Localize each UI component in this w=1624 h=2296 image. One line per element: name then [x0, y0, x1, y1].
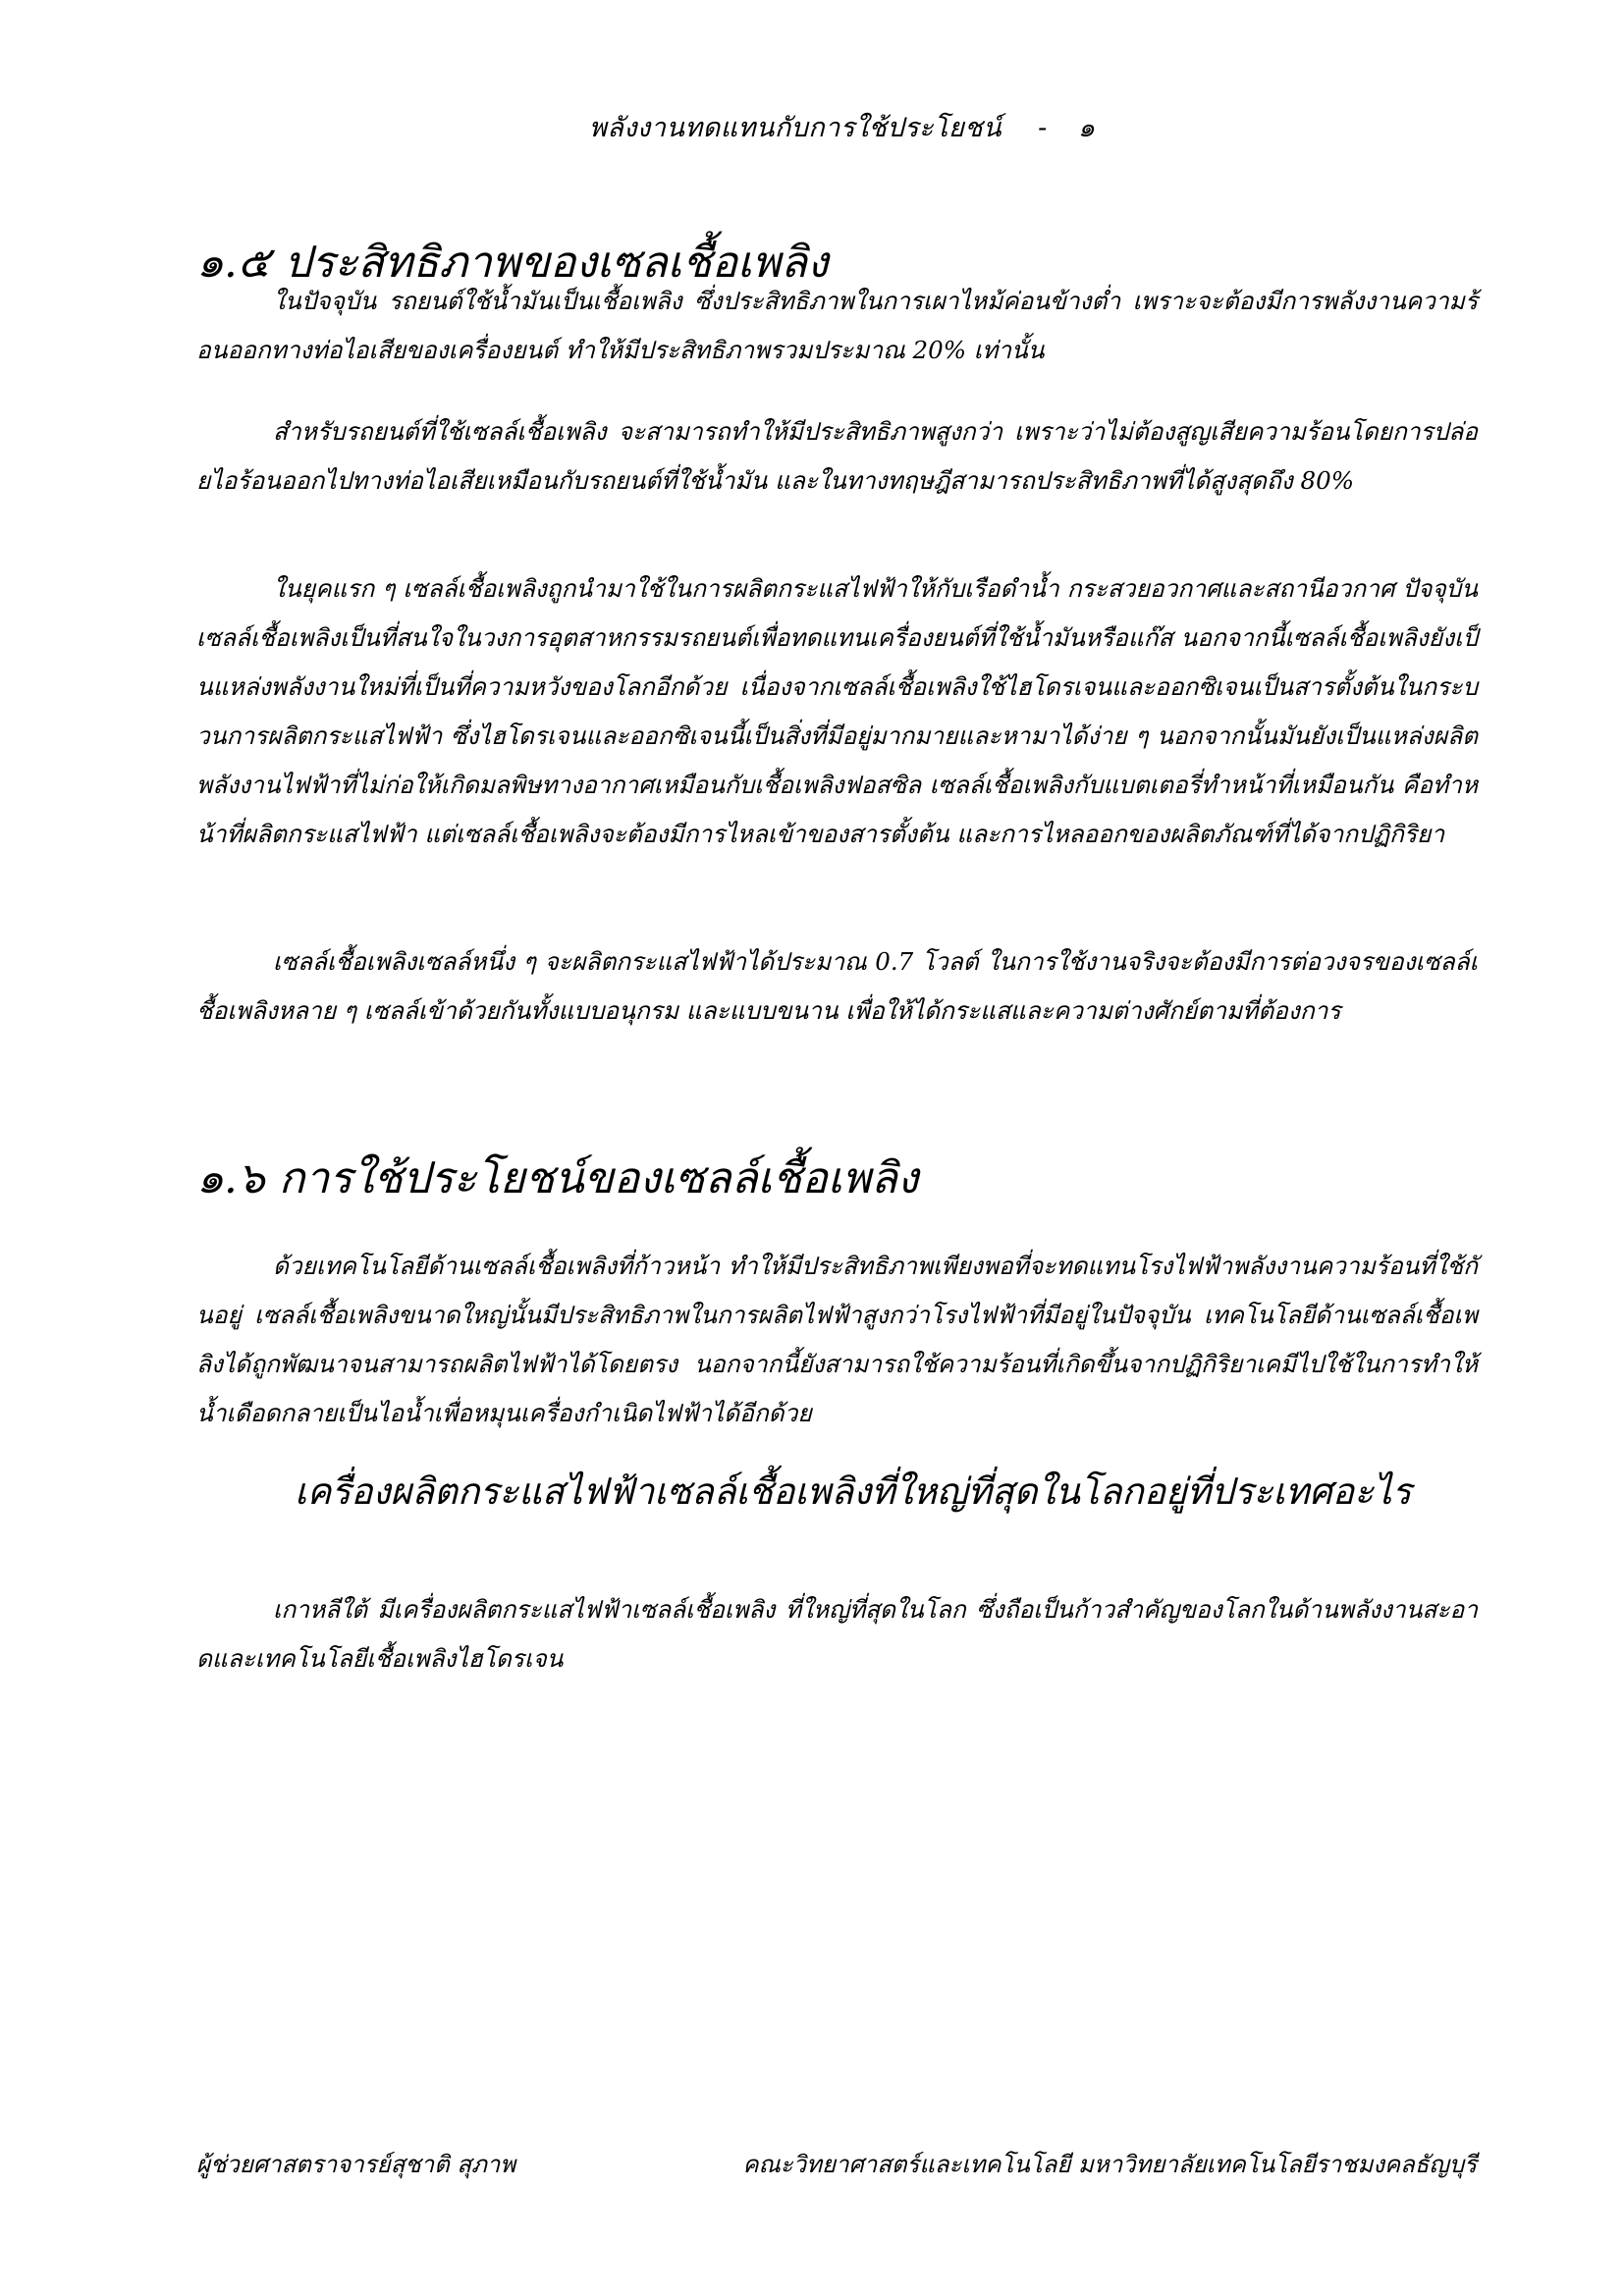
- running-title: พลังงานทดแทนกับการใช้ประโยชน์: [589, 113, 1002, 143]
- section-5-heading: ๑.๕ ประสิทธิภาพของเซลเชื้อเพลิง: [196, 238, 829, 288]
- footer-author: ผู้ช่วยศาสตราจารย์สุชาติ สุภาพ: [196, 2151, 516, 2178]
- running-header: [589, 106, 1100, 148]
- page-number: ๑: [1077, 113, 1096, 143]
- section-5-paragraph-1: ในปัจจุบัน รถยนต์ใช้น้ำมันเป็นเชื้อเพลิง ซึ่งประสิทธิภาพในการเผาไหม้ค่อนข้างต่ำ เพราะจะต้องมีการพลังงานความร้อนออกทางท่อไอเสียของเครื่องยนต์ ทำให้มีประสิทธิภาพรวมประมาณ 20% เท่านั้น: [196, 287, 1478, 364]
- section-5-paragraph-4: เซลล์เชื้อเพลิงเซลล์หนึ่ง ๆ จะผลิตกระแสไฟฟ้าได้ประมาณ 0.7 โวลต์ ในการใช้งานจริงจะต้องมีการต่อวงจรของเซลล์เชื้อเพลิงหลาย ๆ เซลล์เข้าด้วยกันทั้งแบบอนุกรม และแบบขนาน เพื่อให้ได้กระแสและความต่างศักย์ตามที่ต้องการ: [196, 947, 1478, 1025]
- footer-institution: คณะวิทยาศาสตร์และเทคโนโลยี มหาวิทยาลัยเทคโนโลยีราชมงคลธัญบุรี: [742, 2151, 1477, 2178]
- section-6-paragraph-1: ด้วยเทคโนโลยีด้านเซลล์เชื้อเพลิงที่ก้าวหน้า ทำให้มีประสิทธิภาพเพียงพอที่จะทดแทนโรงไฟฟ้าพลังงานความร้อนที่ใช้กันอยู่ เซลล์เชื้อเพลิงขนาดใหญ่นั้นมีประสิทธิภาพในการผลิตไฟฟ้าสูงกว่าโรงไฟฟ้าที่มีอยู่ในปัจจุบัน เทคโนโลยีด้านเซลล์เชื้อเพลิงได้ถูกพัฒนาจนสามารถผลิตไฟฟ้าได้โดยตรง นอกจากนี้ยังสามารถใช้ความร้อนที่เกิดขึ้นจากปฏิกิริยาเคมีไปใช้ในการทำให้น้ำเดือดกลายเป็นไอน้ำเพื่อหมุนเครื่องกำเนิดไฟฟ้าได้อีกด้วย: [196, 1252, 1478, 1427]
- section-5-paragraph-2: สำหรับรถยนต์ที่ใช้เซลล์เชื้อเพลิง จะสามารถทำให้มีประสิทธิภาพสูงกว่า เพราะว่าไม่ต้องสูญเสียความร้อนโดยการปล่อยไอร้อนออกไปทางท่อไอเสียเหมือนกับรถยนต์ที่ใช้น้ำมัน และในทางทฤษฎีสามารถประสิทธิภาพที่ได้สูงสุดถึง 80%: [196, 417, 1478, 495]
- section-5-paragraph-3: ในยุคแรก ๆ เซลล์เชื้อเพลิงถูกนำมาใช้ในการผลิตกระแสไฟฟ้าให้กับเรือดำน้ำ กระสวยอวกาศและสถานีอวกาศ ปัจจุบันเซลล์เชื้อเพลิงเป็นที่สนใจในวงการอุตสาหกรรมรถยนต์เพื่อทดแทนเครื่องยนต์ที่ใช้น้ำมันหรือแก๊ส นอกจากนี้เซลล์เชื้อเพลิงยังเป็นแหล่งพลังงานใหม่ที่เป็นที่ความหวังของโลกอีกด้วย เนื่องจากเซลล์เชื้อเพลิงใช้ไฮโดรเจนและออกซิเจนเป็นสารตั้งต้นในกระบวนการผลิตกระแสไฟฟ้า ซึ่งไฮโดรเจนและออกซิเจนนี้เป็นสิ่งที่มีอยู่มากมายและหามาได้ง่าย ๆ นอกจากนั้นมันยังเป็นแหล่งผลิตพลังงานไฟฟ้าที่ไม่ก่อให้เกิดมลพิษทางอากาศเหมือนกับเชื้อเพลิงฟอสซิล เซลล์เชื้อเพลิงกับแบตเตอรี่ทำหน้าที่เหมือนกัน คือทำหน้าที่ผลิตกระแสไฟฟ้า แต่เซลล์เชื้อเพลิงจะต้องมีการไหลเข้าของสารตั้งต้น และการไหลออกของผลิตภัณฑ์ที่ได้จากปฏิกิริยา: [196, 574, 1478, 848]
- answer-paragraph: เกาหลีใต้ มีเครื่องผลิตกระแสไฟฟ้าเซลล์เชื้อเพลิง ที่ใหญ่ที่สุดในโลก ซึ่งถือเป็นก้าวสำคัญของโลกในด้านพลังงานสะอาดและเทคโนโลยีเชื้อเพลิงไฮโดรเจน: [196, 1595, 1478, 1673]
- section-6-heading: ๑.๖ การใช้ประโยชน์ของเซลล์เชื้อเพลิง: [196, 1153, 919, 1203]
- question-heading: เครื่องผลิตกระแสไฟฟ้าเซลล์เชื้อเพลิงที่ใหญ่ที่สุดในโลกอยู่ที่ประเทศอะไร: [295, 1470, 1412, 1513]
- header-separator: -: [1038, 113, 1048, 143]
